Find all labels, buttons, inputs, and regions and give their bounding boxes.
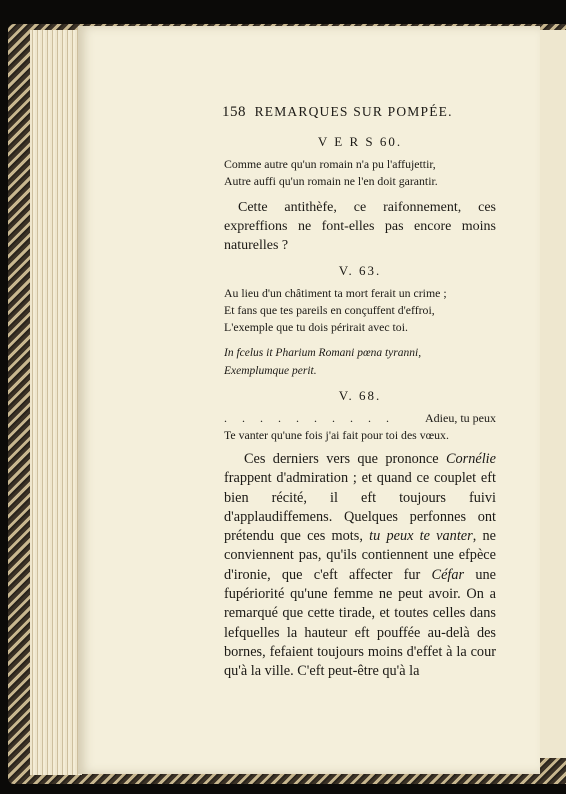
ellipsis-dots: . . . . . . . . . . [224, 411, 395, 425]
running-head-title: REMARQUES SUR POMPÉE. [254, 104, 453, 119]
section-heading-v63: V. 63. [338, 263, 382, 278]
verse-block-v60 [224, 156, 496, 190]
prose-text: frappent d'admiration ; et quand ce couplet eft bien récité, il eft toujours fuivi d'applaudiffemens. Quelques perfonnes ont prétendu que ces mots, [224, 470, 496, 545]
section-heading-v68: V. 68. [338, 388, 382, 403]
verse-line: Et fans que tes pareils en conçuffent d'effroi, [224, 303, 435, 317]
running-header [222, 104, 496, 121]
latin-quotation [224, 344, 496, 380]
page-text [224, 104, 496, 682]
italic-phrase: tu peux te vanter [369, 528, 473, 545]
verse-line: Au lieu d'un châtiment ta mort ferait un crime ; [224, 286, 447, 300]
section-heading-v60: V E R S 60. [317, 134, 403, 149]
page-edges [30, 30, 82, 775]
latin-line: In fcelus it Pharium Romani pœna tyranni, [224, 347, 422, 359]
verse-line: L'exemple que tu dois périrait avec toi. [224, 320, 408, 334]
verse-line: Te vanter qu'une fois j'ai fait pour toi des vœux. [224, 428, 449, 442]
latin-line: Exemplumque perit. [224, 365, 317, 377]
italic-name-cesar: Céfar [431, 566, 465, 583]
verse-line-ellipsis [224, 410, 496, 427]
verse-line: Autre auffi qu'un romain ne l'en doit garantir. [224, 174, 438, 188]
page-number: 158 [222, 104, 246, 120]
facing-page-edge [536, 30, 566, 758]
verse-block-v63 [224, 285, 496, 336]
verse-line-end: Adieu, tu peux [425, 411, 496, 425]
commentary-paragraph: Cette antithèfe, ce raifonnement, ces expreffions ne font-elles pas encore moins naturelles ? [224, 200, 496, 253]
prose-text: une fupériorité qu'une femme ne peut avoir. On a remarqué que cette tirade, et toutes celles dans lefquelles la hauteur eft pouffée au-delà des bornes, fefaient toujours moins d'effet à la cour qu'à la ville. C'eft peut-être qu'à la [224, 566, 496, 680]
commentary-paragraph [224, 450, 496, 682]
italic-name-cornelie: Cornélie [445, 451, 496, 467]
prose-text: Ces derniers vers que prononce [244, 451, 446, 467]
prose-text: , ne conviennent pas, qu'ils contiennent une efpèce d'ironie, que c'eft affecter fur [224, 528, 496, 583]
verse-line: Comme autre qu'un romain n'a pu l'affujettir, [224, 157, 436, 171]
